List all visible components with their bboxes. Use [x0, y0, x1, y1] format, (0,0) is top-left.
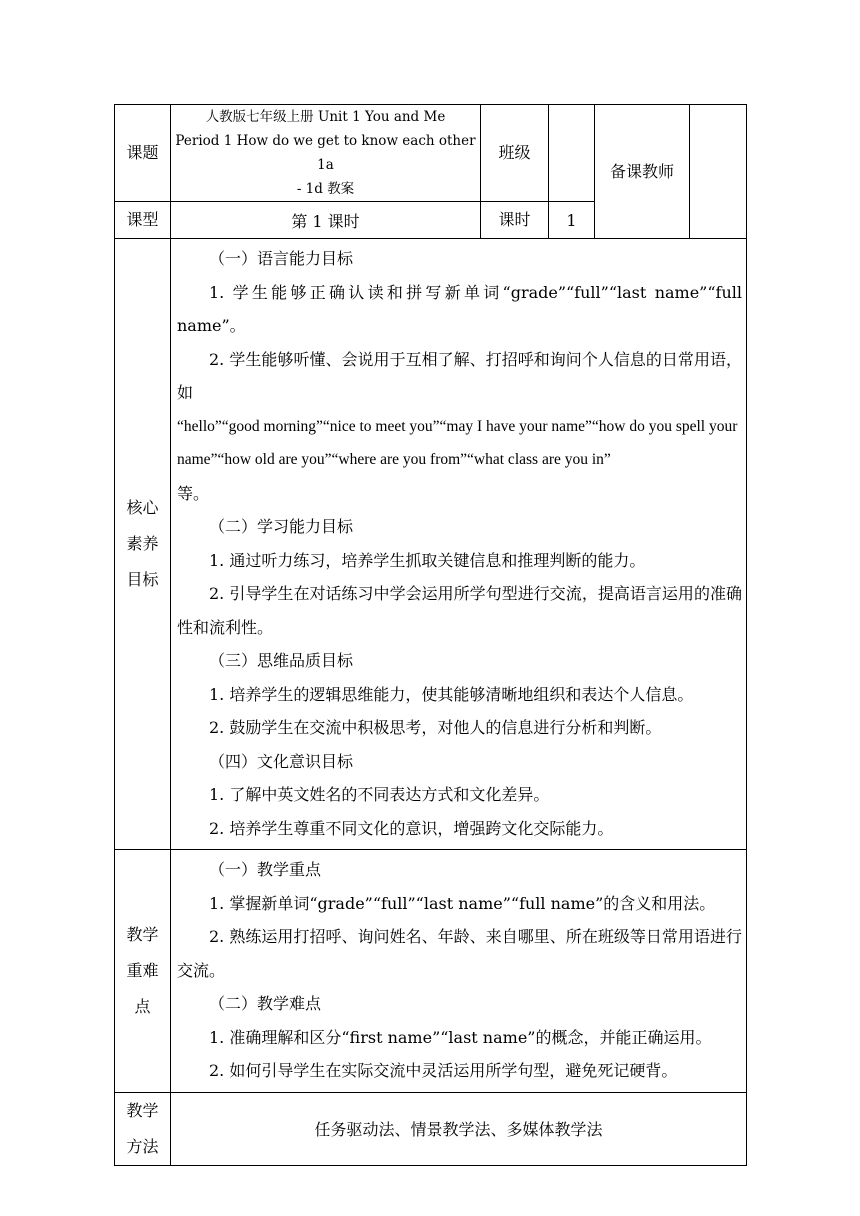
section-heading: （三）思维品质目标	[209, 651, 354, 670]
topic-label: 课题	[115, 105, 171, 202]
teacher-value	[690, 105, 747, 239]
method-row	[115, 1092, 747, 1165]
goal-item: 2. 鼓励学生在交流中积极思考，对他人的信息进行分析和判断。	[209, 718, 662, 737]
goal-item: 1. 通过听力练习，培养学生抓取关键信息和推理判断的能力。	[209, 550, 646, 570]
label-line: 点	[134, 996, 151, 1016]
key-points-label	[115, 850, 171, 1093]
teacher-label: 备课教师	[595, 105, 690, 239]
section-heading: （二）学习能力目标	[209, 517, 354, 536]
core-goals-label	[115, 239, 171, 850]
goal-item: 2. 培养学生尊重不同文化的意识，增强跨文化交际能力。	[209, 818, 614, 838]
label-line: 教学	[126, 1100, 159, 1120]
lesson-title-line: Period 1 How do we get to know each other 1a	[175, 133, 476, 173]
label-line: 方法	[126, 1136, 159, 1156]
header-row-1	[115, 105, 747, 202]
goal-item: 1. 学生能够正确认读和拼写新单词“grade”“full”“last name”“full name”。	[177, 282, 742, 335]
section-heading: （二）教学难点	[209, 994, 322, 1013]
goal-item: 1. 了解中英文姓名的不同表达方式和文化差异。	[209, 785, 550, 804]
goal-item: 1. 培养学生的逻辑思维能力，使其能够清晰地组织和表达个人信息。	[209, 684, 694, 704]
label-line: 目标	[126, 570, 159, 589]
core-goals-row	[115, 239, 747, 850]
lesson-title	[171, 105, 481, 202]
core-goals-content	[171, 239, 747, 850]
key-item: 1. 掌握新单词“grade”“full”“last name”“full name”的含义和用法。	[209, 893, 716, 913]
key-item: 2. 如何引导学生在实际交流中灵活运用所学句型，避免死记硬背。	[209, 1061, 678, 1080]
hours-value: 1	[549, 202, 595, 239]
goal-item-tail: 等。	[177, 483, 210, 503]
type-value: 第 1 课时	[171, 202, 481, 239]
goal-item: 2. 引导学生在对话练习中学会运用所学句型进行交流，提高语言运用的准确性和流利性。	[177, 584, 742, 637]
section-heading: （一）语言能力目标	[209, 249, 354, 268]
method-value: 任务驱动法、情景教学法、多媒体教学法	[171, 1092, 747, 1165]
lesson-title-line: - 1d 教案	[296, 181, 355, 197]
key-points-content	[171, 850, 747, 1093]
goal-item: 2. 学生能够听懂、会说用于互相了解、打招呼和询问个人信息的日常用语，如	[177, 349, 742, 402]
key-item: 2. 熟练运用打招呼、询问姓名、年龄、来自哪里、所在班级等日常用语进行交流。	[177, 927, 742, 980]
label-line: 素养	[126, 534, 159, 553]
label-line: 核心	[126, 498, 159, 517]
lesson-plan-table	[114, 104, 747, 1166]
section-heading: （一）教学重点	[209, 860, 322, 879]
key-item: 1. 准确理解和区分“first name”“last name”的概念，并能正确运用。	[209, 1027, 712, 1047]
label-line: 教学	[126, 924, 159, 944]
hours-label: 课时	[481, 202, 549, 239]
class-label: 班级	[481, 105, 549, 202]
class-value	[549, 105, 595, 202]
type-label: 课型	[115, 202, 171, 239]
phrase-list: “hello”“good morning”“nice to meet you”“may I have your name”“how do you spell your name”“how old are you”“where are you from”“what class are you in”	[177, 417, 738, 468]
method-label	[115, 1092, 171, 1165]
lesson-title-line: 人教版七年级上册 Unit 1 You and Me	[205, 109, 446, 125]
key-points-row	[115, 850, 747, 1093]
label-line: 重难	[126, 960, 159, 980]
section-heading: （四）文化意识目标	[209, 751, 354, 771]
